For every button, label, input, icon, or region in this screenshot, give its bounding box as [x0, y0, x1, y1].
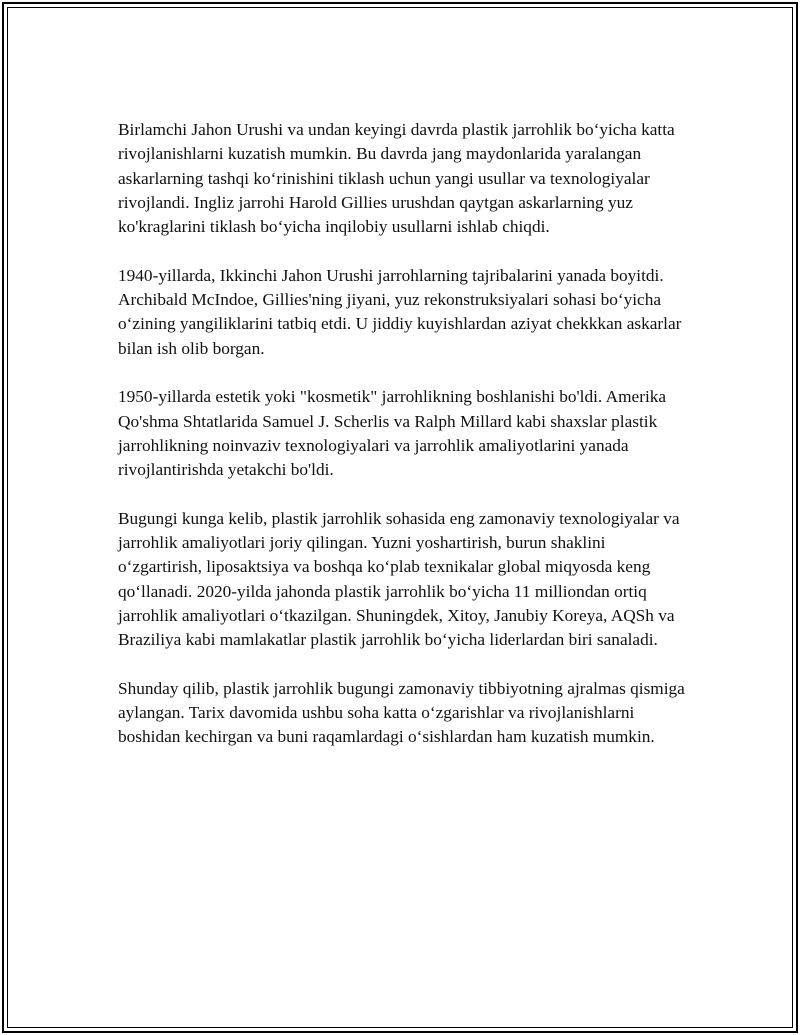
paragraph-1950s: 1950-yillarda estetik yoki "kosmetik" jarrohlikning boshlanishi bo'ldi. Amerika Qo'shma Shtatlarida Samuel J. Scherlis va Ralph Millard kabi shaxslar plastik jarrohlikning noinvaziv texnologiyalari va jarrohlik amaliyotlarini yanada rivojlantirishda yetakchi bo'ldi. — [118, 387, 667, 480]
paragraph-today: Bugungi kunga kelib, plastik jarrohlik sohasida eng zamonaviy texnologiyalar va jarrohlik amaliyotlari joriy qilingan. Yuzni yoshartirish, burun shaklini o‘zgartirish, liposaktsiya va boshqa ko‘plab texnikalar global miqyosda keng qo‘llanadi. 2020-yilda jahonda plastik jarrohlik bo‘yicha 11 milliondan ortiq jarrohlik amaliyotlari o‘tkazilgan. Shuningdek, Xitoy, Janubiy Koreya, AQSh va Braziliya kabi mamlakatlar plastik jarrohlik bo‘yicha liderlardan biri sanaladi. — [118, 508, 680, 650]
paragraph-wwi: Birlamchi Jahon Urushi va undan keyingi davrda plastik jarrohlik bo‘yicha katta rivojlanishlarni kuzatish mumkin. Bu davrda jang maydonlarida yaralangan askarlarning tashqi ko‘rinishini tiklash uchun yangi usullar va texnologiyalar rivojlandi. Ingliz jarrohi Harold Gillies urushdan qaytgan askarlarning yuz ko'kraglarini tiklash bo‘yicha inqilobiy usullarni ishlab chiqdi. — [118, 120, 675, 237]
paragraph-conclusion: Shunday qilib, plastik jarrohlik bugungi zamonaviy tibbiyotning ajralmas qismiga aylangan. Tarix davomida ushbu soha katta o‘zgarishlar va rivojlanishlarni boshidan kechirgan va buni raqamlardagi o‘sishlardan ham kuzatish mumkin. — [118, 678, 685, 747]
document-body — [118, 118, 690, 774]
paragraph-1940s: 1940-yillarda, Ikkinchi Jahon Urushi jarrohlarning tajribalarini yanada boyitdi. Archibald McIndoe, Gillies'ning jiyani, yuz rekonstruksiyalari sohasi bo‘yicha o‘zining yangiliklarini tatbiq etdi. U jiddiy kuyishlardan aziyat chekkkan askarlar bilan ish olib borgan. — [118, 265, 682, 358]
